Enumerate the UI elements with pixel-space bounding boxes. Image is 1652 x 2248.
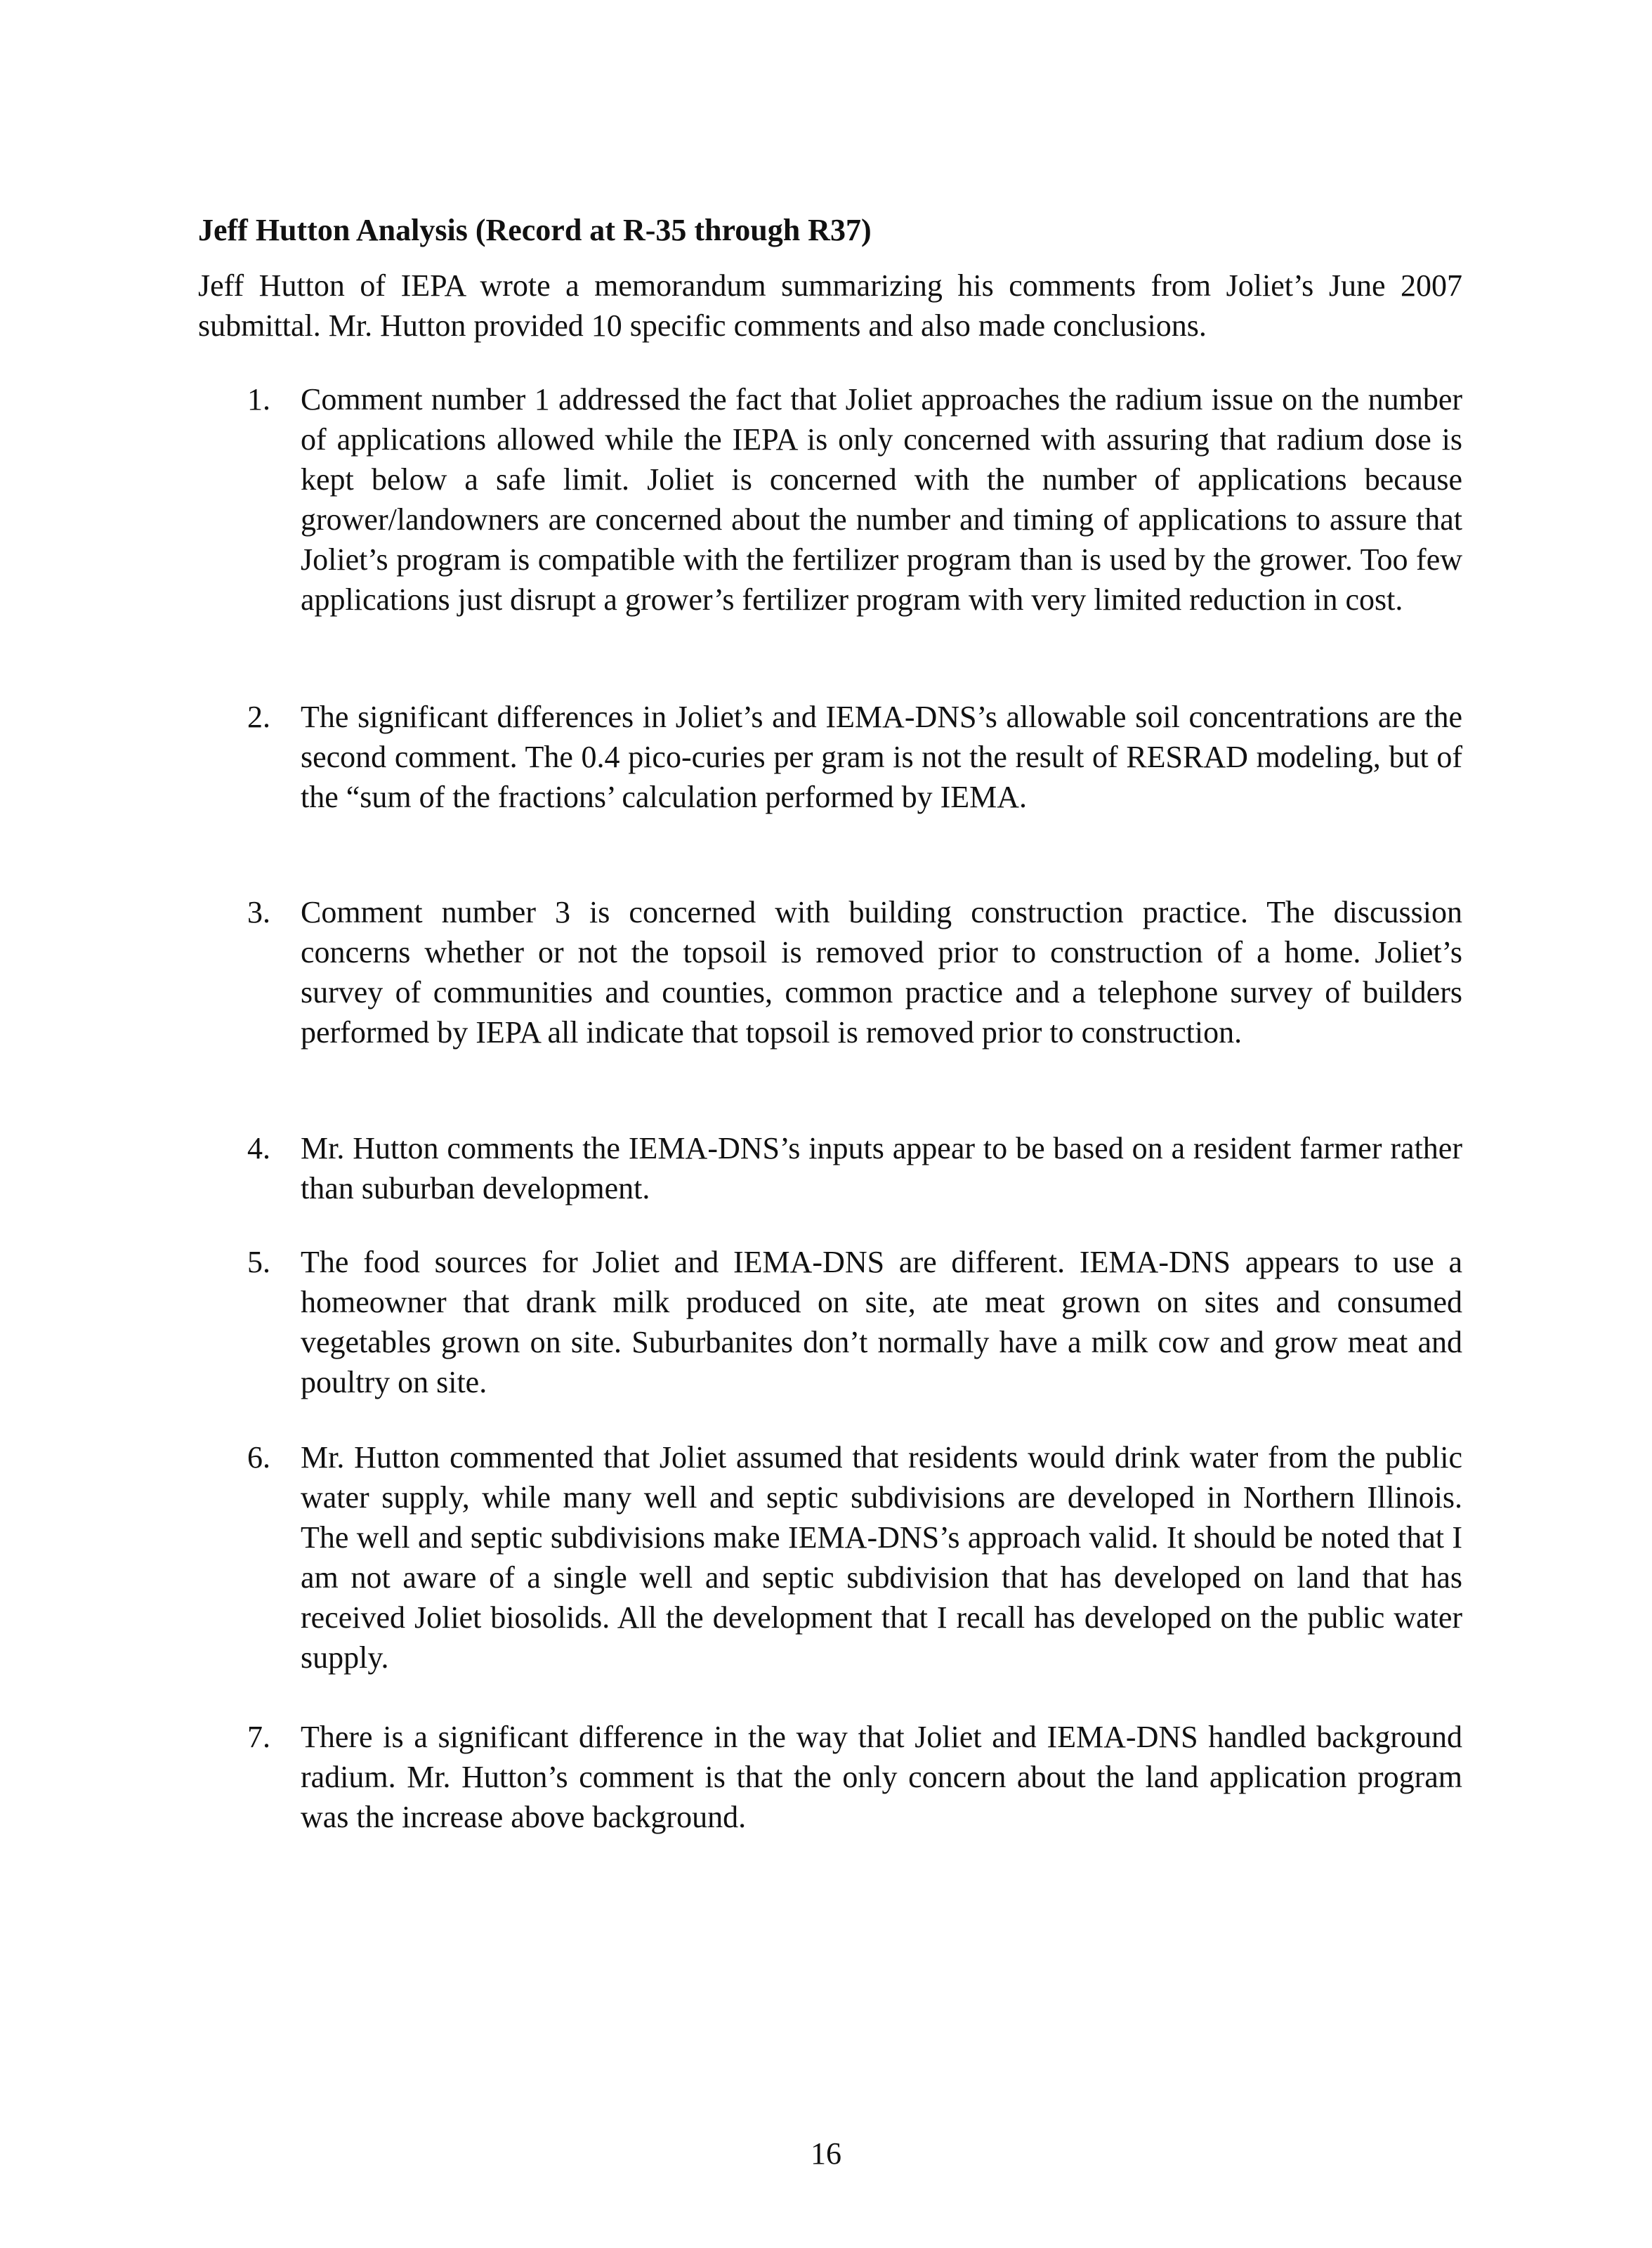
list-item-number: 2.: [247, 700, 270, 734]
list-item-text: The food sources for Joliet and IEMA-DNS are different. IEMA-DNS appears to use a homeowner that drank milk produced on site, ate meat grown on sites and consumed vegetables grown on site. Suburbanites don’t normally have a milk cow and grow meat and poultry on site.: [301, 1245, 1462, 1399]
list-item-text: Comment number 1 addressed the fact that Joliet approaches the radium issue on the number of applications allowed while the IEPA is only concerned with assuring that radium dose is kept below a safe limit. Joliet is concerned with the number of applications because grower/landowners are concerned about the number and timing of applications to assure that Joliet’s program is compatible with the fertilizer program than is used by the grower. Too few applications just disrupt a grower’s fertilizer program with very limited reduction in cost.: [301, 382, 1462, 617]
section-heading: Jeff Hutton Analysis (Record at R-35 through R37): [198, 213, 872, 247]
intro-paragraph: Jeff Hutton of IEPA wrote a memorandum summarizing his comments from Joliet’s June 2007 submittal. Mr. Hutton provided 10 specific comments and also made conclusions.: [198, 268, 1462, 343]
list-item-number: 6.: [247, 1440, 270, 1475]
list-item-number: 4.: [247, 1131, 270, 1165]
list-item-text: Comment number 3 is concerned with building construction practice. The discussion concerns whether or not the topsoil is removed prior to construction of a home. Joliet’s survey of communities and counties, common practice and a telephone survey of builders performed by IEPA all indicate that topsoil is removed prior to construction.: [301, 895, 1462, 1050]
list-item-number: 1.: [247, 382, 270, 417]
list-item-text: Mr. Hutton comments the IEMA-DNS’s inputs appear to be based on a resident farmer rather than suburban development.: [301, 1131, 1462, 1205]
list-item-number: 5.: [247, 1245, 270, 1279]
page-number: 16: [811, 2136, 841, 2171]
list-item-text: There is a significant difference in the way that Joliet and IEMA-DNS handled background radium. Mr. Hutton’s comment is that the only concern about the land application program was the increase above background.: [301, 1720, 1462, 1834]
list-item-text: The significant differences in Joliet’s and IEMA-DNS’s allowable soil concentrations are the second comment. The 0.4 pico-curies per gram is not the result of RESRAD modeling, but of the “sum of the fractions’ calculation performed by IEMA.: [301, 700, 1462, 814]
list-item-number: 7.: [247, 1720, 270, 1754]
list-item-number: 3.: [247, 895, 270, 929]
list-item-text: Mr. Hutton commented that Joliet assumed that residents would drink water from the public water supply, while many well and septic subdivisions are developed in Northern Illinois. The well and septic subdivisions make IEMA-DNS’s approach valid. It should be noted that I am not aware of a single well and septic subdivision that has developed on land that has received Joliet biosolids. All the development that I recall has developed on the public water supply.: [301, 1440, 1462, 1675]
